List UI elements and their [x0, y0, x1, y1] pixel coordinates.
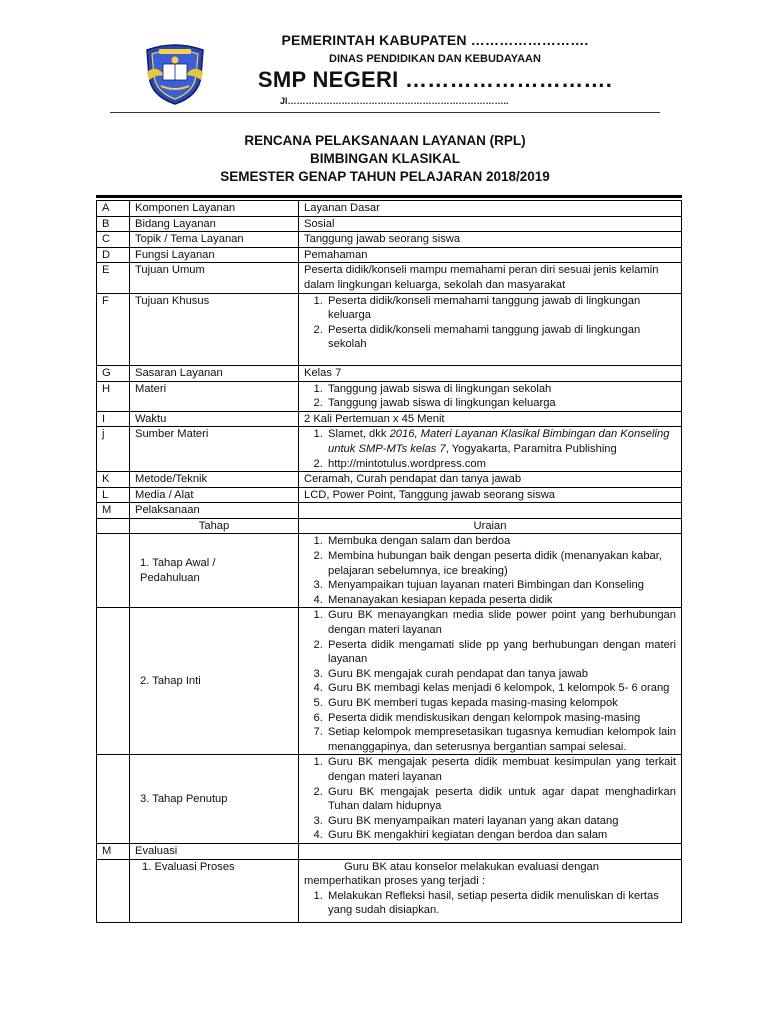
- list-item: 2. Tanggung jawab siswa di lingkungan keluarga: [326, 396, 676, 411]
- tahap-awal-list: [304, 534, 676, 607]
- tahap-penutup-list: [304, 755, 676, 843]
- letterhead: [0, 0, 768, 118]
- letterhead-department: DINAS PENDIDIKAN DAN KEBUDAYAAN: [329, 53, 541, 65]
- evaluasi-proses-label: 1. Evaluasi Proses: [130, 859, 299, 922]
- sumber-materi-list: [304, 427, 676, 471]
- row-value: LCD, Power Point, Tanggung jawab seorang siswa: [299, 487, 682, 503]
- list-item: 1. Guru BK menayangkan media slide power point yang berhubungan dengan materi layanan: [326, 608, 676, 637]
- list-item: 3. Guru BK mengajak curah pendapat dan tanya jawab: [326, 667, 676, 682]
- row-value: [299, 503, 682, 519]
- table-row: [97, 859, 682, 922]
- letterhead-government: PEMERINTAH KABUPATEN …………………….: [281, 32, 589, 48]
- list-item: 2. Peserta didik mengamati slide pp yang berhubungan dengan materi layanan: [326, 638, 676, 667]
- row-value: Tanggung jawab seorang siswa: [299, 232, 682, 248]
- list-item: 2. Peserta didik/konseli memahami tanggung jawab di lingkungan sekolah: [326, 323, 676, 352]
- evaluasi-proses-list: [304, 889, 676, 918]
- table-row: [97, 472, 682, 488]
- list-item: 2. Guru BK mengajak peserta didik untuk agar dapat menghadirkan Tuhan dalam hidupnya: [326, 785, 676, 814]
- title-line-1: RENCANA PELAKSANAAN LAYANAN (RPL): [244, 133, 526, 148]
- source-book-title: 2016, Materi Layanan Klasikal Bimbingan dan Konseling untuk SMP-MTs kelas 7: [328, 428, 670, 455]
- row-label: Fungsi Layanan: [130, 247, 299, 263]
- table-row: [97, 263, 682, 293]
- row-value: [299, 843, 682, 859]
- list-item: 3. Guru BK menyampaikan materi layanan yang akan datang: [326, 814, 676, 829]
- list-item: 3. Menyampaikan tujuan layanan materi Bimbingan dan Konseling: [326, 578, 676, 593]
- row-code: F: [97, 293, 130, 365]
- letterhead-address: Jl………………………………………………………………..: [280, 96, 509, 106]
- table-row: [97, 247, 682, 263]
- list-item: 7. Setiap kelompok mempresetasikan tugasnya kemudian kelompok lain menanggapinya, dan seterusnya bergantian sampai selesai.: [326, 725, 676, 754]
- header-tahap: Tahap: [130, 518, 299, 534]
- table-row: [97, 293, 682, 365]
- row-code: M: [97, 503, 130, 519]
- table-row: [97, 427, 682, 472]
- row-label: Tujuan Khusus: [130, 293, 299, 365]
- school-emblem-logo: [141, 42, 209, 106]
- row-value: [299, 381, 682, 411]
- row-label: Evaluasi: [130, 843, 299, 859]
- tahap-inti-label: 2. Tahap Inti: [130, 608, 299, 755]
- tahap-penutup-uraian: [299, 755, 682, 844]
- row-label: Sasaran Layanan: [130, 365, 299, 381]
- row-label: Topik / Tema Layanan: [130, 232, 299, 248]
- row-value: Peserta didik/konseli mampu memahami peran diri sesuai jenis kelamin dalam lingkungan keluarga, sekolah dan masyarakat: [299, 263, 682, 293]
- row-label: Bidang Layanan: [130, 216, 299, 232]
- table-row: [97, 201, 682, 217]
- materi-list: [304, 382, 676, 411]
- tahap-penutup-label: 3. Tahap Penutup: [130, 755, 299, 844]
- tahap-inti-uraian: [299, 608, 682, 755]
- evaluasi-proses-intro: Guru BK atau konselor melakukan evaluasi dengan memperhatikan proses yang terjadi :: [304, 860, 599, 888]
- row-code: C: [97, 232, 130, 248]
- table-row: [97, 381, 682, 411]
- source-publisher: , Yogyakarta, Paramitra Publishing: [445, 442, 617, 455]
- row-code: [97, 518, 130, 534]
- list-item: 5. Guru BK memberi tugas kepada masing-masing kelompok: [326, 696, 676, 711]
- list-item: 2. http://mintotulus.wordpress.com: [326, 457, 676, 472]
- row-code: M: [97, 843, 130, 859]
- row-value: Ceramah, Curah pendapat dan tanya jawab: [299, 472, 682, 488]
- row-code: [97, 608, 130, 755]
- row-code: L: [97, 487, 130, 503]
- row-code: [97, 859, 130, 922]
- table-row: [97, 608, 682, 755]
- row-code: B: [97, 216, 130, 232]
- tujuan-khusus-list: [304, 294, 676, 352]
- tahap-awal-uraian: [299, 534, 682, 608]
- table-row: [97, 411, 682, 427]
- row-label: Komponen Layanan: [130, 201, 299, 217]
- tahap-inti-list: [304, 608, 676, 754]
- row-value: Layanan Dasar: [299, 201, 682, 217]
- list-item: 1. Peserta didik/konseli memahami tanggung jawab di lingkungan keluarga: [326, 294, 676, 323]
- title-line-3: SEMESTER GENAP TAHUN PELAJARAN 2018/2019: [220, 169, 550, 184]
- row-label: Waktu: [130, 411, 299, 427]
- row-code: K: [97, 472, 130, 488]
- title-line-2: BIMBINGAN KLASIKAL: [310, 151, 460, 166]
- source-author: Slamet, dkk: [328, 428, 390, 441]
- row-code: I: [97, 411, 130, 427]
- list-item: 1. Tanggung jawab siswa di lingkungan sekolah: [326, 382, 676, 397]
- row-value: Kelas 7: [299, 365, 682, 381]
- row-code: j: [97, 427, 130, 472]
- table-row: [97, 216, 682, 232]
- row-code: E: [97, 263, 130, 293]
- row-value: [299, 427, 682, 472]
- row-label: Tujuan Umum: [130, 263, 299, 293]
- header-uraian: Uraian: [299, 518, 682, 534]
- list-item: 6. Peserta didik mendiskusikan dengan kelompok masing-masing: [326, 711, 676, 726]
- list-item: [326, 427, 676, 456]
- row-code: A: [97, 201, 130, 217]
- evaluasi-proses-uraian: [299, 859, 682, 922]
- row-value: [299, 293, 682, 365]
- table-row: [97, 755, 682, 844]
- row-value: Sosial: [299, 216, 682, 232]
- list-item: 1. Membuka dengan salam dan berdoa: [326, 534, 676, 549]
- list-item: 4. Guru BK membagi kelas menjadi 6 kelompok, 1 kelompok 5- 6 orang: [326, 681, 676, 696]
- list-item: 1. Guru BK mengajak peserta didik membuat kesimpulan yang terkait dengan materi layanan: [326, 755, 676, 784]
- list-item: 1. Melakukan Refleksi hasil, setiap peserta didik menuliskan di kertas yang sudah disiapkan.: [326, 889, 676, 918]
- row-label: Materi: [130, 381, 299, 411]
- table-row: [97, 232, 682, 248]
- row-code: D: [97, 247, 130, 263]
- row-value: 2 Kali Pertemuan x 45 Menit: [299, 411, 682, 427]
- row-code: G: [97, 365, 130, 381]
- row-label: Pelaksanaan: [130, 503, 299, 519]
- letterhead-text: [220, 30, 650, 106]
- row-code: [97, 534, 130, 608]
- list-item: 2. Membina hubungan baik dengan peserta didik (menanyakan kabar, pelajaran sebelumnya, ice breaking): [326, 549, 676, 578]
- letterhead-divider: [110, 112, 660, 113]
- list-item: 4. Menanayakan kesiapan kepada peserta didik: [326, 593, 676, 608]
- row-label: Metode/Teknik: [130, 472, 299, 488]
- document-title: [110, 132, 660, 186]
- tahap-awal-label: 1. Tahap Awal / Pedahuluan: [130, 534, 299, 608]
- row-code: [97, 755, 130, 844]
- list-item: 4. Guru BK mengakhiri kegiatan dengan berdoa dan salam: [326, 828, 676, 843]
- row-label: Media / Alat: [130, 487, 299, 503]
- table-row: [97, 534, 682, 608]
- table-row: [97, 518, 682, 534]
- rpl-table: [96, 200, 682, 923]
- table-row: [97, 487, 682, 503]
- table-row: [97, 365, 682, 381]
- letterhead-school-name: SMP NEGERI ……………………….: [257, 67, 613, 92]
- row-label: Sumber Materi: [130, 427, 299, 472]
- table-row: [97, 503, 682, 519]
- row-code: H: [97, 381, 130, 411]
- table-row: [97, 843, 682, 859]
- title-divider: [96, 195, 682, 198]
- row-value: Pemahaman: [299, 247, 682, 263]
